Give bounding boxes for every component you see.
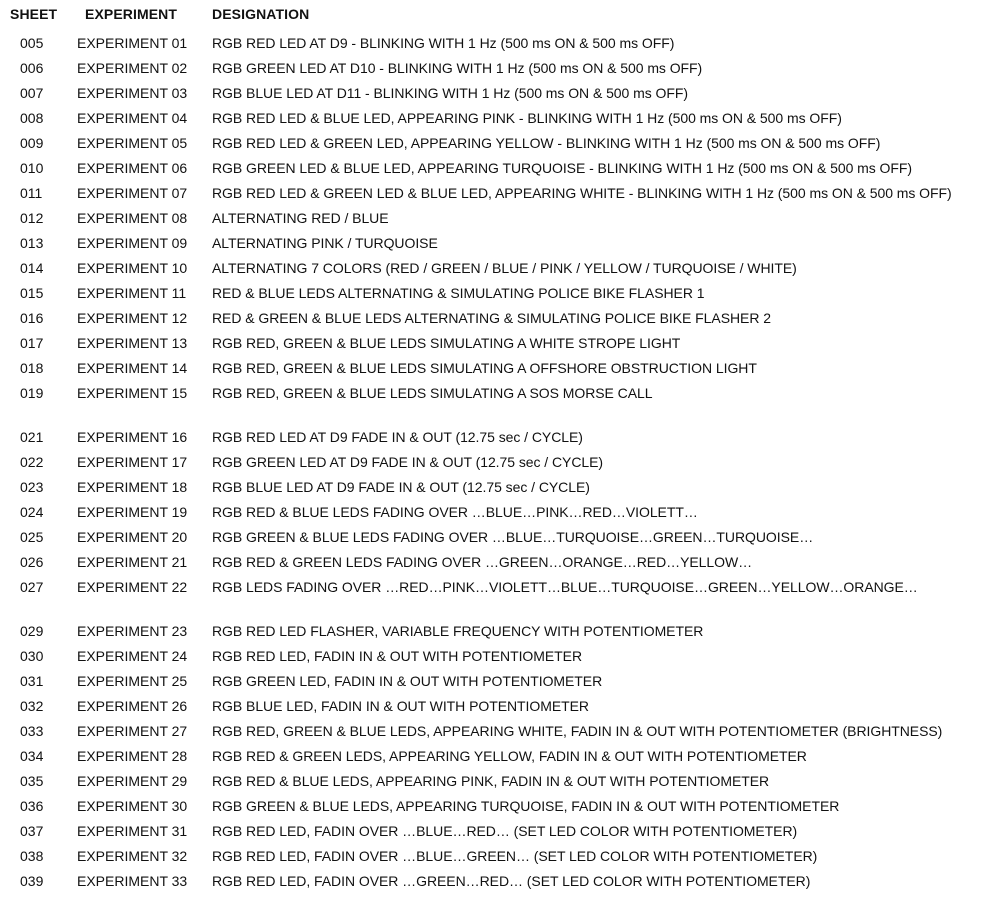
table-row xyxy=(0,206,1000,231)
sheet-cell: 007 xyxy=(20,85,44,101)
table-row xyxy=(0,575,1000,600)
designation-cell: RGB GREEN LED & BLUE LED, APPEARING TURQUOISE - BLINKING WITH 1 Hz (500 ms ON & 500 ms OFF) xyxy=(212,160,913,176)
sheet-cell: 026 xyxy=(20,554,44,570)
experiment-cell: EXPERIMENT 15 xyxy=(77,385,188,401)
sheet-cell: 033 xyxy=(20,723,44,739)
table-row xyxy=(0,525,1000,550)
table-row xyxy=(0,81,1000,106)
table-row xyxy=(0,425,1000,450)
table-row xyxy=(0,475,1000,500)
table-row xyxy=(0,744,1000,769)
designation-cell: RGB RED LED, FADIN OVER …BLUE…GREEN… (SET LED COLOR WITH POTENTIOMETER) xyxy=(212,848,818,864)
designation-cell: RGB GREEN & BLUE LEDS FADING OVER …BLUE…TURQUOISE…GREEN…TURQUOISE… xyxy=(212,529,814,545)
designation-cell: RGB RED, GREEN & BLUE LEDS, APPEARING WHITE, FADIN IN & OUT WITH POTENTIOMETER (BRIGHTNESS) xyxy=(212,723,943,739)
designation-cell: RGB RED LED & BLUE LED, APPEARING PINK - BLINKING WITH 1 Hz (500 ms ON & 500 ms OFF) xyxy=(212,110,842,126)
sheet-cell: 030 xyxy=(20,648,44,664)
sheet-cell: 017 xyxy=(20,335,44,351)
experiment-cell: EXPERIMENT 08 xyxy=(77,210,188,226)
sheet-cell: 011 xyxy=(20,185,43,201)
designation-cell: RGB RED LED, FADIN IN & OUT WITH POTENTIOMETER xyxy=(212,648,583,664)
designation-cell: RGB RED LED & GREEN LED & BLUE LED, APPEARING WHITE - BLINKING WITH 1 Hz (500 ms ON & 500 ms OFF) xyxy=(212,185,952,201)
experiment-cell: EXPERIMENT 16 xyxy=(77,429,188,445)
table-row xyxy=(0,56,1000,81)
sheet-cell: 016 xyxy=(20,310,44,326)
table-row xyxy=(0,231,1000,256)
table-row xyxy=(0,256,1000,281)
designation-cell: RGB RED LED AT D9 - BLINKING WITH 1 Hz (500 ms ON & 500 ms OFF) xyxy=(212,35,675,51)
experiment-cell: EXPERIMENT 23 xyxy=(77,623,188,639)
table-row xyxy=(0,694,1000,719)
sheet-cell: 022 xyxy=(20,454,44,470)
experiment-cell: EXPERIMENT 19 xyxy=(77,504,188,520)
table-row xyxy=(0,306,1000,331)
sheet-cell: 036 xyxy=(20,798,44,814)
header-experiment: EXPERIMENT xyxy=(85,6,178,22)
designation-cell: RGB RED, GREEN & BLUE LEDS SIMULATING A SOS MORSE CALL xyxy=(212,385,653,401)
header-sheet: SHEET xyxy=(10,6,58,22)
experiment-cell: EXPERIMENT 26 xyxy=(77,698,188,714)
experiment-cell: EXPERIMENT 13 xyxy=(77,335,188,351)
sheet-cell: 009 xyxy=(20,135,44,151)
sheet-cell: 037 xyxy=(20,823,44,839)
group-3 xyxy=(0,619,1000,894)
experiment-cell: EXPERIMENT 21 xyxy=(77,554,188,570)
sheet-cell: 013 xyxy=(20,235,44,251)
sheet-cell: 021 xyxy=(20,429,44,445)
sheet-cell: 035 xyxy=(20,773,44,789)
experiment-cell: EXPERIMENT 11 xyxy=(77,285,187,301)
experiment-cell: EXPERIMENT 30 xyxy=(77,798,188,814)
designation-cell: RGB RED, GREEN & BLUE LEDS SIMULATING A WHITE STROPE LIGHT xyxy=(212,335,681,351)
designation-cell: RGB RED LED AT D9 FADE IN & OUT (12.75 sec / CYCLE) xyxy=(212,429,583,445)
table-row xyxy=(0,450,1000,475)
experiment-cell: EXPERIMENT 07 xyxy=(77,185,188,201)
sheet-cell: 039 xyxy=(20,873,44,889)
experiment-cell: EXPERIMENT 25 xyxy=(77,673,188,689)
table-row xyxy=(0,644,1000,669)
sheet-cell: 006 xyxy=(20,60,44,76)
experiment-cell: EXPERIMENT 29 xyxy=(77,773,188,789)
experiment-cell: EXPERIMENT 05 xyxy=(77,135,188,151)
experiment-cell: EXPERIMENT 18 xyxy=(77,479,188,495)
designation-cell: RGB RED & GREEN LEDS, APPEARING YELLOW, FADIN IN & OUT WITH POTENTIOMETER xyxy=(212,748,807,764)
sheet-cell: 012 xyxy=(20,210,44,226)
experiment-cell: EXPERIMENT 27 xyxy=(77,723,188,739)
table-row xyxy=(0,794,1000,819)
experiment-cell: EXPERIMENT 22 xyxy=(77,579,188,595)
table-row xyxy=(0,719,1000,744)
experiment-cell: EXPERIMENT 31 xyxy=(77,823,188,839)
designation-cell: RGB RED LED & GREEN LED, APPEARING YELLOW - BLINKING WITH 1 Hz (500 ms ON & 500 ms OFF) xyxy=(212,135,881,151)
experiment-cell: EXPERIMENT 20 xyxy=(77,529,188,545)
table-row xyxy=(0,181,1000,206)
table-row xyxy=(0,769,1000,794)
experiment-cell: EXPERIMENT 04 xyxy=(77,110,188,126)
table-row xyxy=(0,819,1000,844)
sheet-cell: 023 xyxy=(20,479,44,495)
designation-cell: RED & GREEN & BLUE LEDS ALTERNATING & SIMULATING POLICE BIKE FLASHER 2 xyxy=(212,310,771,326)
designation-cell: ALTERNATING RED / BLUE xyxy=(212,210,389,226)
designation-cell: RGB GREEN LED AT D10 - BLINKING WITH 1 Hz (500 ms ON & 500 ms OFF) xyxy=(212,60,703,76)
experiment-cell: EXPERIMENT 10 xyxy=(77,260,188,276)
sheet-cell: 034 xyxy=(20,748,44,764)
sheet-cell: 029 xyxy=(20,623,44,639)
group-1 xyxy=(0,31,1000,406)
group-2 xyxy=(0,425,1000,600)
designation-cell: ALTERNATING 7 COLORS (RED / GREEN / BLUE / PINK / YELLOW / TURQUOISE / WHITE) xyxy=(212,260,797,276)
sheet-cell: 027 xyxy=(20,579,44,595)
designation-cell: RGB BLUE LED, FADIN IN & OUT WITH POTENTIOMETER xyxy=(212,698,589,714)
sheet-cell: 010 xyxy=(20,160,44,176)
experiment-cell: EXPERIMENT 09 xyxy=(77,235,188,251)
sheet-cell: 018 xyxy=(20,360,44,376)
sheet-cell: 014 xyxy=(20,260,44,276)
table-row xyxy=(0,619,1000,644)
experiment-cell: EXPERIMENT 14 xyxy=(77,360,188,376)
designation-cell: RGB RED LED FLASHER, VARIABLE FREQUENCY WITH POTENTIOMETER xyxy=(212,623,704,639)
experiment-cell: EXPERIMENT 03 xyxy=(77,85,188,101)
designation-cell: RGB GREEN LED AT D9 FADE IN & OUT (12.75 sec / CYCLE) xyxy=(212,454,604,470)
designation-cell: RGB RED & BLUE LEDS, APPEARING PINK, FADIN IN & OUT WITH POTENTIOMETER xyxy=(212,773,770,789)
sheet-cell: 015 xyxy=(20,285,44,301)
table-row xyxy=(0,381,1000,406)
table-row xyxy=(0,156,1000,181)
header-designation: DESIGNATION xyxy=(212,6,310,22)
sheet-cell: 008 xyxy=(20,110,44,126)
experiment-cell: EXPERIMENT 01 xyxy=(77,35,188,51)
experiment-cell: EXPERIMENT 17 xyxy=(77,454,188,470)
sheet-cell: 024 xyxy=(20,504,44,520)
table-row xyxy=(0,869,1000,894)
designation-cell: ALTERNATING PINK / TURQUOISE xyxy=(212,235,438,251)
designation-cell: RGB LEDS FADING OVER …RED…PINK…VIOLETT…BLUE…TURQUOISE…GREEN…YELLOW…ORANGE… xyxy=(212,579,918,595)
table-row xyxy=(0,500,1000,525)
table-row xyxy=(0,844,1000,869)
designation-cell: RGB RED, GREEN & BLUE LEDS SIMULATING A OFFSHORE OBSTRUCTION LIGHT xyxy=(212,360,757,376)
designation-cell: RGB BLUE LED AT D9 FADE IN & OUT (12.75 sec / CYCLE) xyxy=(212,479,590,495)
designation-cell: RGB GREEN LED, FADIN IN & OUT WITH POTENTIOMETER xyxy=(212,673,603,689)
designation-cell: RGB RED & GREEN LEDS FADING OVER …GREEN…ORANGE…RED…YELLOW… xyxy=(212,554,753,570)
experiment-cell: EXPERIMENT 24 xyxy=(77,648,188,664)
designation-cell: RGB RED LED, FADIN OVER …GREEN…RED… (SET LED COLOR WITH POTENTIOMETER) xyxy=(212,873,811,889)
sheet-cell: 031 xyxy=(20,673,44,689)
experiment-cell: EXPERIMENT 33 xyxy=(77,873,188,889)
table-row xyxy=(0,550,1000,575)
table-row xyxy=(0,356,1000,381)
table-row xyxy=(0,106,1000,131)
sheet-cell: 025 xyxy=(20,529,44,545)
table-row xyxy=(0,131,1000,156)
experiment-cell: EXPERIMENT 32 xyxy=(77,848,188,864)
designation-cell: RGB RED LED, FADIN OVER …BLUE…RED… (SET LED COLOR WITH POTENTIOMETER) xyxy=(212,823,798,839)
table-row xyxy=(0,31,1000,56)
sheet-cell: 019 xyxy=(20,385,44,401)
designation-cell: RGB BLUE LED AT D11 - BLINKING WITH 1 Hz (500 ms ON & 500 ms OFF) xyxy=(212,85,688,101)
designation-cell: RGB GREEN & BLUE LEDS, APPEARING TURQUOISE, FADIN IN & OUT WITH POTENTIOMETER xyxy=(212,798,840,814)
designation-cell: RED & BLUE LEDS ALTERNATING & SIMULATING POLICE BIKE FLASHER 1 xyxy=(212,285,705,301)
experiment-cell: EXPERIMENT 12 xyxy=(77,310,188,326)
sheet-cell: 032 xyxy=(20,698,44,714)
experiment-cell: EXPERIMENT 06 xyxy=(77,160,188,176)
experiment-cell: EXPERIMENT 28 xyxy=(77,748,188,764)
table-row xyxy=(0,281,1000,306)
sheet-cell: 005 xyxy=(20,35,44,51)
sheet-cell: 038 xyxy=(20,848,44,864)
table-row xyxy=(0,669,1000,694)
table-row xyxy=(0,331,1000,356)
experiment-cell: EXPERIMENT 02 xyxy=(77,60,188,76)
designation-cell: RGB RED & BLUE LEDS FADING OVER …BLUE…PINK…RED…VIOLETT… xyxy=(212,504,698,520)
